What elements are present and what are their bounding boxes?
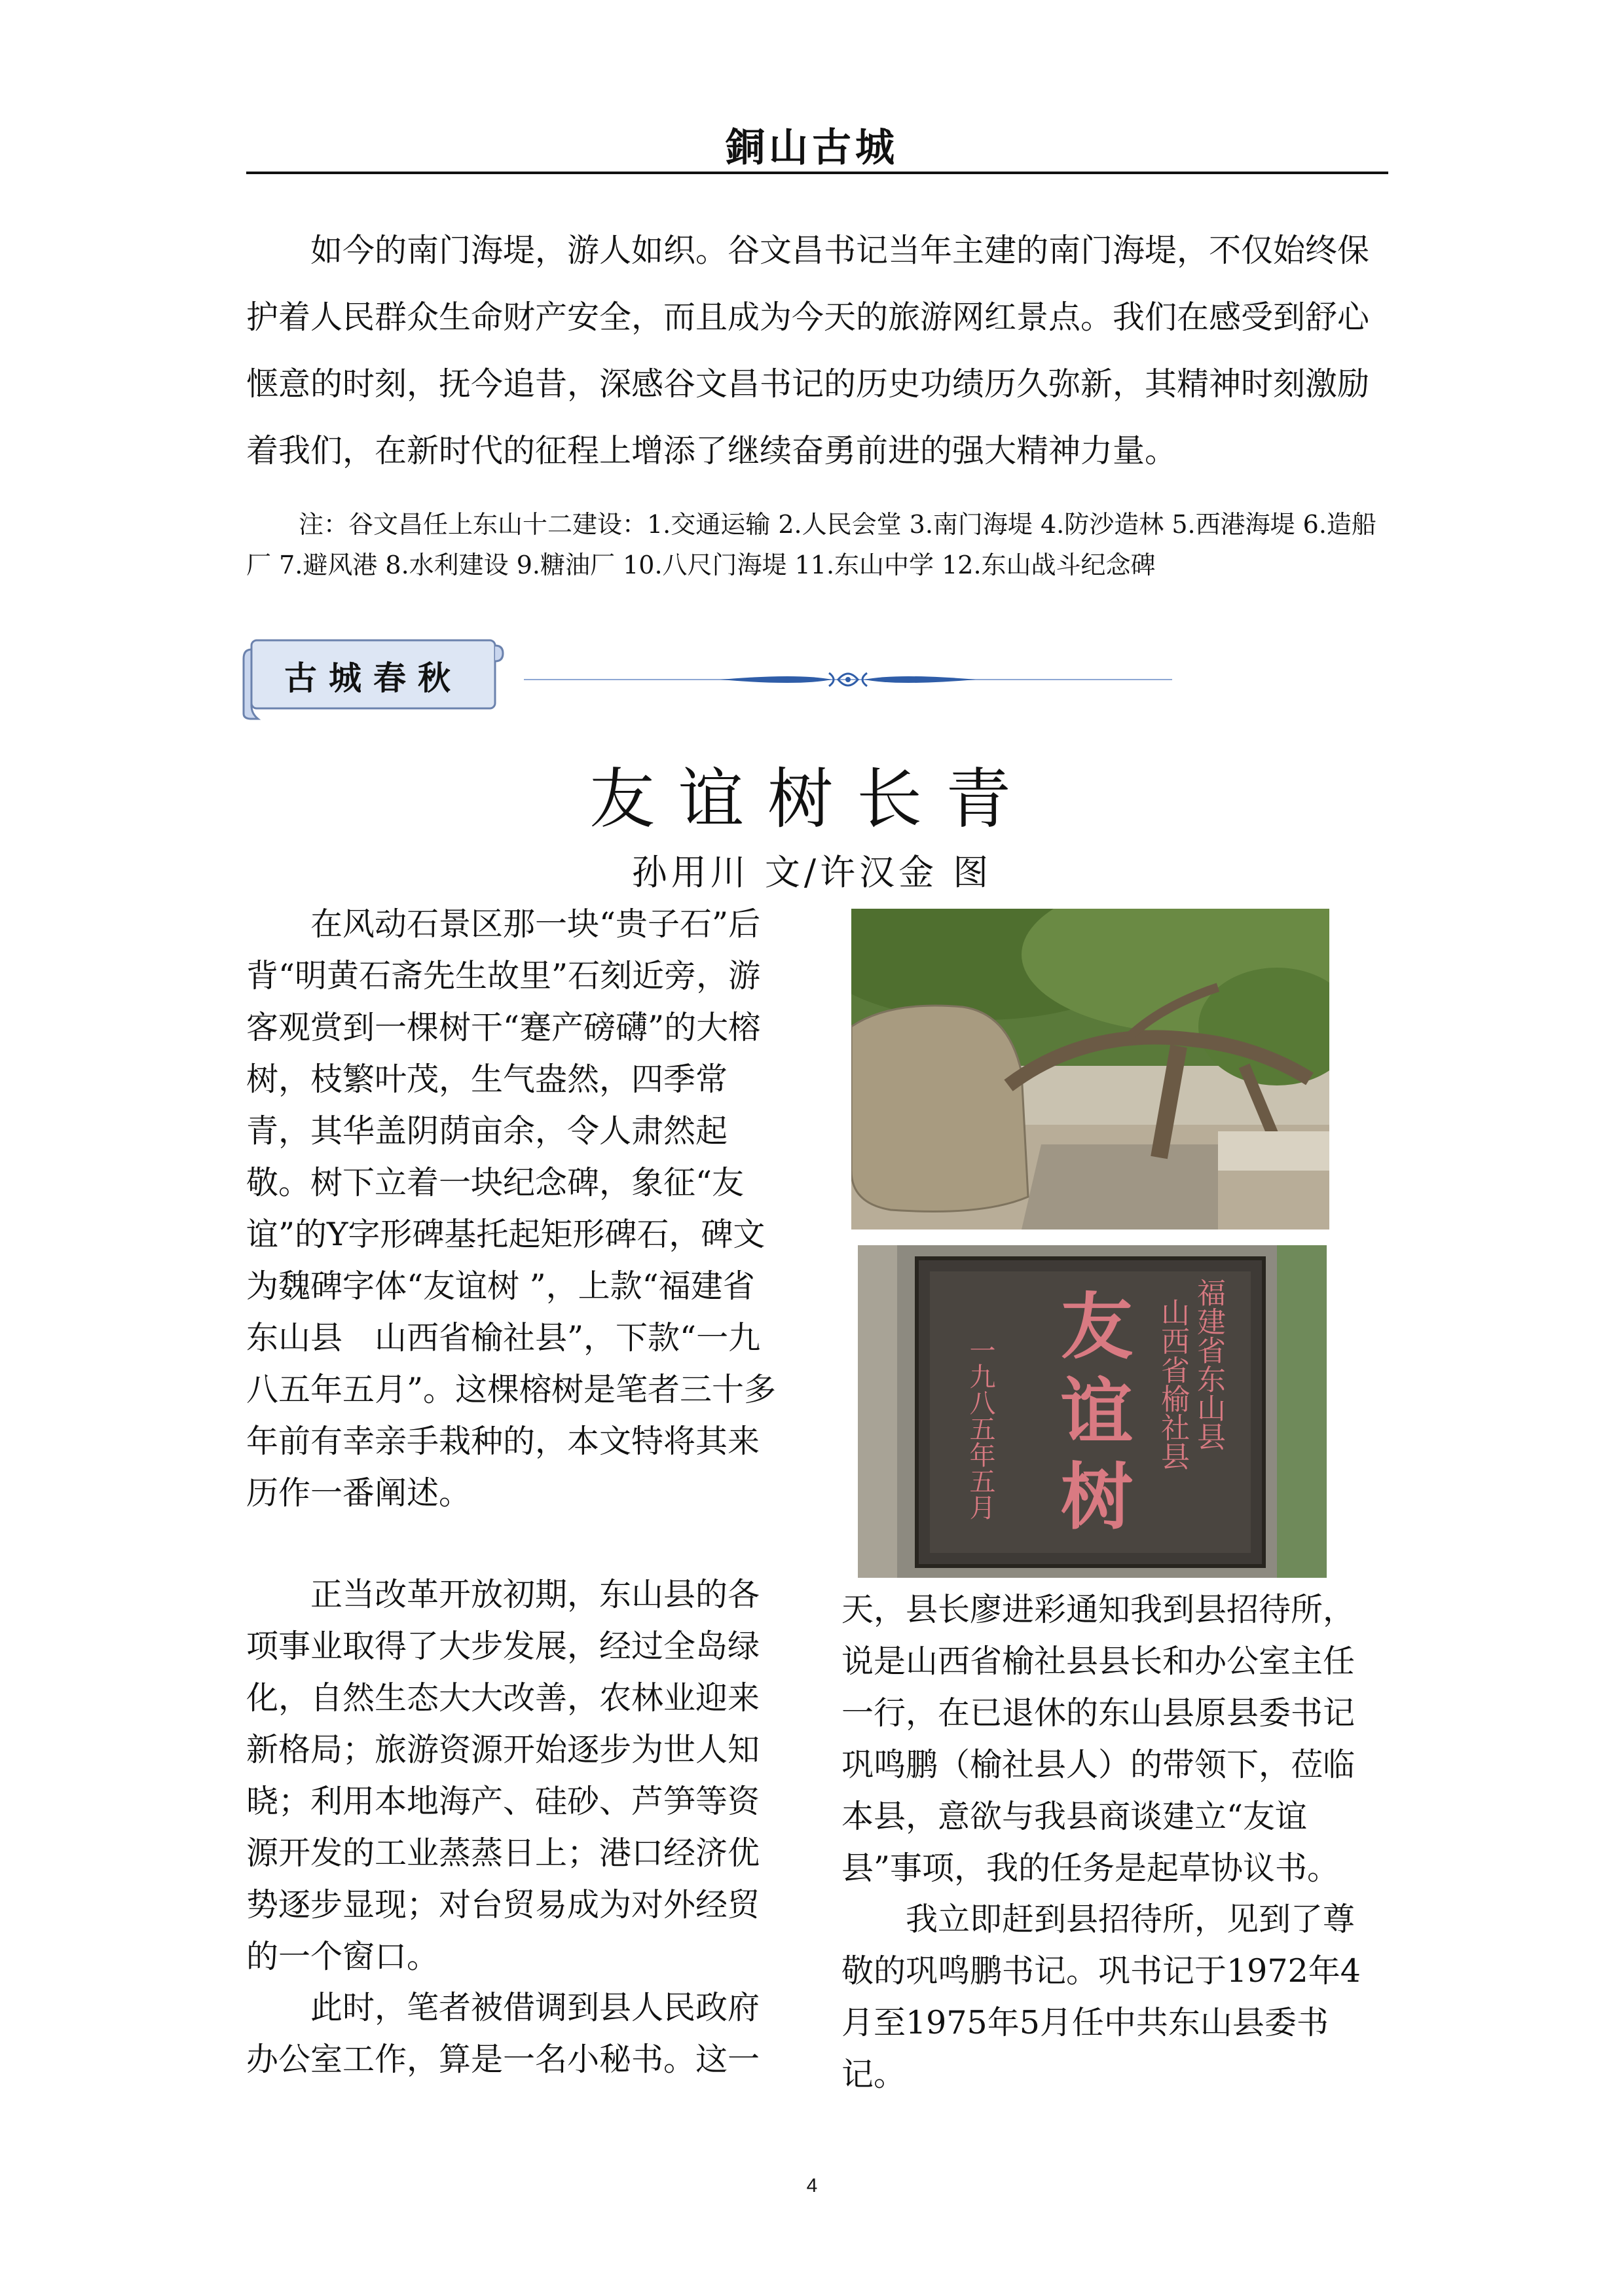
intro-paragraph: 如今的南门海堤，游人如织。谷文昌书记当年主建的南门海堤，不仅始终保护着人民群众生命财产安全，而且成为今天的旅游网红景点。我们在感受到舒心惬意的时刻，抚今追昔，深感谷文昌书记的历史功绩历久弥新，其精神时刻激励着我们，在新时代的征程上增添了继续奋勇前进的强大精神力量。 (246, 232, 1370, 469)
stele-lower-inscription: 一九八五年五月 (965, 1337, 995, 1520)
section-banner (242, 636, 504, 721)
article-paragraph-3: 此时，笔者被借调到县人民政府办公室工作，算是一名小秘书。这一 (246, 1989, 760, 2078)
article-byline: 孙用川 文/许汉金 图 (631, 852, 993, 893)
article-title: 友谊树长青 (589, 761, 1035, 837)
page-number: 4 (806, 2175, 818, 2196)
article-paragraph-1: 在风动石景区那一块“贵子石”后背“明黄石斋先生故里”石刻近旁，游客观赏到一棵树干“蹇产磅礴”的大榕树，枝繁叶茂，生气盎然，四季常青，其华盖阴荫亩余，令人肃然起敬。树下立着一块纪念碑，象征“友谊”的Y字形碑基托起矩形碑石，碑文为魏碑字体“友谊树 ”，上款“福建省东山县 山西省榆社县”，下款“一九八五年五月”。这棵榕树是笔者三十多年前有幸亲手栽种的，本文特将其来历作一番阐述。 (246, 905, 777, 1512)
article-paragraph-2: 正当改革开放初期，东山县的各项事业取得了大步发展，经过全岛绿化，自然生态大大改善，农林业迎来新格局；旅游资源开始逐步为世人知晓；利用本地海产、硅砂、芦笋等资源开发的工业蒸蒸日上；港口经济优势逐步显现；对台贸易成为对外经贸的一个窗口。 (246, 1576, 760, 1975)
footnote: 注：谷文昌任上东山十二建设：1.交通运输 2.人民会堂 3.南门海堤 4.防沙造林 5.西港海堤 6.造船厂 7.避风港 8.水利建设 9.糖油厂 10.八尺门海堤 11.东山中学 12.东山战斗纪念碑 (246, 510, 1376, 579)
header-rule (246, 172, 1388, 174)
article-paragraph-4: 天，县长廖进彩通知我到县招待所，说是山西省榆社县县长和办公室主任一行，在已退休的东山县原县委书记巩鸣鹏（榆社县人）的带领下，莅临本县，意欲与我县商谈建立“友谊县”事项，我的任务是起草协议书。 (841, 1591, 1356, 1887)
article-paragraph-5: 我立即赶到县招待所，见到了尊敬的巩鸣鹏书记。巩书记于1972年4月至1975年5月任中共东山县委书记。 (841, 1901, 1361, 2093)
running-header-title: 銅山古城 (726, 125, 898, 171)
banyan-tree-illustration (851, 909, 1329, 1230)
ornamental-divider (524, 666, 1172, 693)
banyan-tree-photo (851, 909, 1329, 1230)
stele-char-1: 友 (1061, 1285, 1133, 1369)
stele-upper-inscription-1: 福建省东山县 (1192, 1278, 1225, 1451)
stele-upper-inscription-2: 山西省榆社县 (1156, 1298, 1189, 1470)
stele-main-text (1054, 1285, 1139, 1540)
stele-char-2: 谊 (1061, 1370, 1133, 1454)
stele-char-3: 树 (1061, 1455, 1133, 1539)
section-label: 古城春秋 (284, 659, 462, 697)
stele-photo (858, 1245, 1327, 1578)
